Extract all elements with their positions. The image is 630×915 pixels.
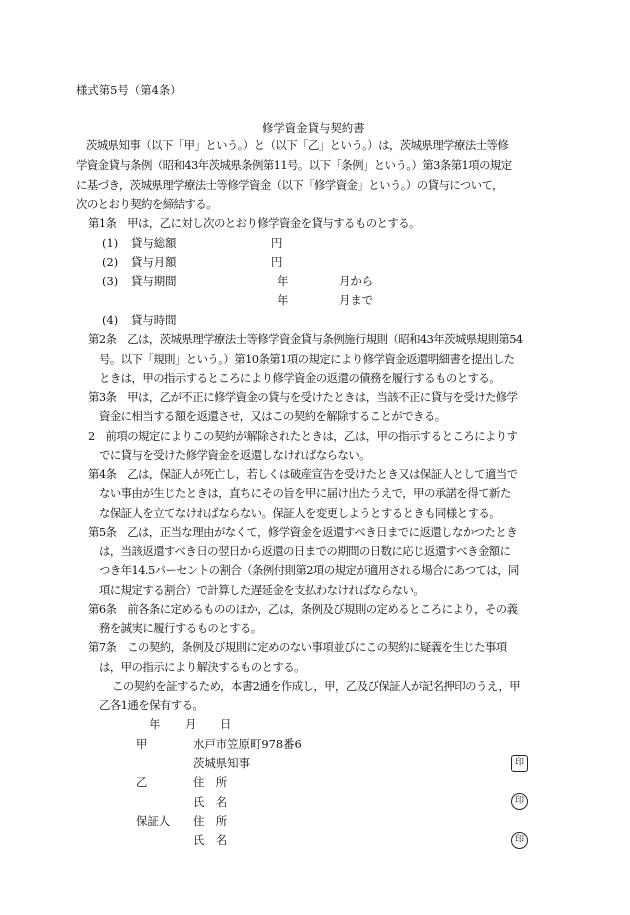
item-label: 貸与総額 (131, 236, 177, 250)
article-line: は，甲の指示により解決するものとする。 (99, 660, 305, 674)
item-label: 貸与時間 (131, 313, 177, 327)
preamble-line: 次のとおり契約を締結する。 (76, 197, 217, 211)
article-line: 2 前項の規定によりこの契約が解除されたときは，乙は，甲の指示するところによりす (88, 429, 518, 443)
article-line: ない事由が生じたときは，直ちにその旨を甲に届け出たうえで，甲の承諾を得て新た (99, 486, 511, 500)
item-label: 貸与月額 (131, 255, 177, 269)
item-label: 貸与期間 (131, 274, 177, 288)
date-day: 日 (220, 717, 232, 731)
article-line: でに貸与を受けた修学資金を返還しなければならない。 (99, 448, 371, 462)
article-line: 第2条 乙は，茨城県理学療法士等修学資金貸与条例施行規則（昭和43年茨城県規則第54 (88, 332, 523, 346)
party-a-address: 水戸市笠原町978番6 (193, 737, 302, 751)
item-unit: 円 (271, 255, 283, 269)
closing-line: この契約を証するため，本書2通を作成し，甲，乙及び保証人が記名押印のうえ，甲 (112, 679, 521, 693)
seal-icon: 印 (511, 832, 528, 849)
article-line: 務を誠実に履行するものとする。 (99, 621, 262, 635)
guarantor-address-label: 住 所 (193, 814, 228, 828)
seal-icon: 印 (511, 755, 528, 772)
article-line: 資金に相当する額を返還させ，又はこの契約を解除することができる。 (99, 409, 446, 423)
article-line: 第7条 この契約，条例及び規則に定めのない事項並びにこの契約に疑義を生じた事項 (88, 640, 507, 654)
article-line: 号。以下「規則」という。）第10条第1項の規定により修学資金返還明細書を提出した (99, 352, 515, 366)
form-number: 様式第5号（第4条） (76, 83, 182, 97)
party-b-role: 乙 (136, 775, 148, 789)
period-to-year: 年 (277, 293, 289, 307)
item-unit: 円 (271, 236, 283, 250)
item-number: (4) (102, 313, 119, 327)
item-number: (2) (102, 255, 119, 269)
party-b-address-label: 住 所 (193, 775, 228, 789)
period-to-month: 月まで (339, 293, 374, 307)
date-month: 月 (185, 717, 197, 731)
closing-line: 乙各1通を保有する。 (99, 698, 204, 712)
party-a-name: 茨城県知事 (193, 756, 250, 770)
article-line: ときは，甲の指示するところにより修学資金の返還の債務を履行するものとする。 (99, 371, 501, 385)
article-line: 第6条 前各条に定めるもののほか，乙は，条例及び規則の定めるところにより，その義 (88, 602, 518, 616)
article-line: 項に規定する割合）で計算した遅延金を支払わなければならない。 (99, 583, 425, 597)
period-from-month: 月から (339, 274, 374, 288)
item-number: (3) (102, 274, 119, 288)
article-line: 第3条 甲は，乙が不正に修学資金の貸与を受けたときは，当該不正に貸与を受けた修学 (88, 390, 518, 404)
guarantor-role: 保証人 (136, 814, 171, 828)
preamble-line: 学資金貸与条例（昭和43年茨城県条例第11号。以下「条例」という。）第3条第1項の規定 (76, 158, 512, 172)
date-year: 年 (149, 717, 161, 731)
article-line: 第4条 乙は，保証人が死亡し，若しくは破産宣告を受けたとき又は保証人として適当で (88, 467, 518, 481)
guarantor-name-label: 氏 名 (193, 833, 228, 847)
party-b-name-label: 氏 名 (193, 795, 228, 809)
article-line: な保証人を立てなければならない。保証人を変更しようとするときも同様とする。 (99, 506, 501, 520)
article-line: 第5条 乙は，正当な理由がなくて，修学資金を返還すべき日までに返還しなかつたとき (88, 525, 518, 539)
article-1: 第1条 甲は，乙に対し次のとおり修学資金を貸与するものとする。 (88, 216, 420, 230)
article-line: は，当該返還すべき日の翌日から返還の日までの期間の日数に応じ返還すべき金額に (99, 544, 511, 558)
document-title: 修学資金貸与契約書 (262, 121, 365, 135)
article-line: つき年14.5パーセントの割合（条例付則第2項の規定が適用される場合にあつては，同 (99, 563, 519, 577)
period-from-year: 年 (277, 274, 289, 288)
seal-icon: 印 (511, 793, 528, 810)
party-a-role: 甲 (136, 737, 148, 751)
preamble-line: に基づき，茨城県理学療法士等修学資金（以下「修学資金」という。）の貸与について， (76, 178, 504, 192)
preamble-line: 茨城県知事（以下「甲」という。）と（以下「乙」という。）は，茨城県理学療法士等修 (86, 138, 509, 152)
item-number: (1) (102, 236, 119, 250)
